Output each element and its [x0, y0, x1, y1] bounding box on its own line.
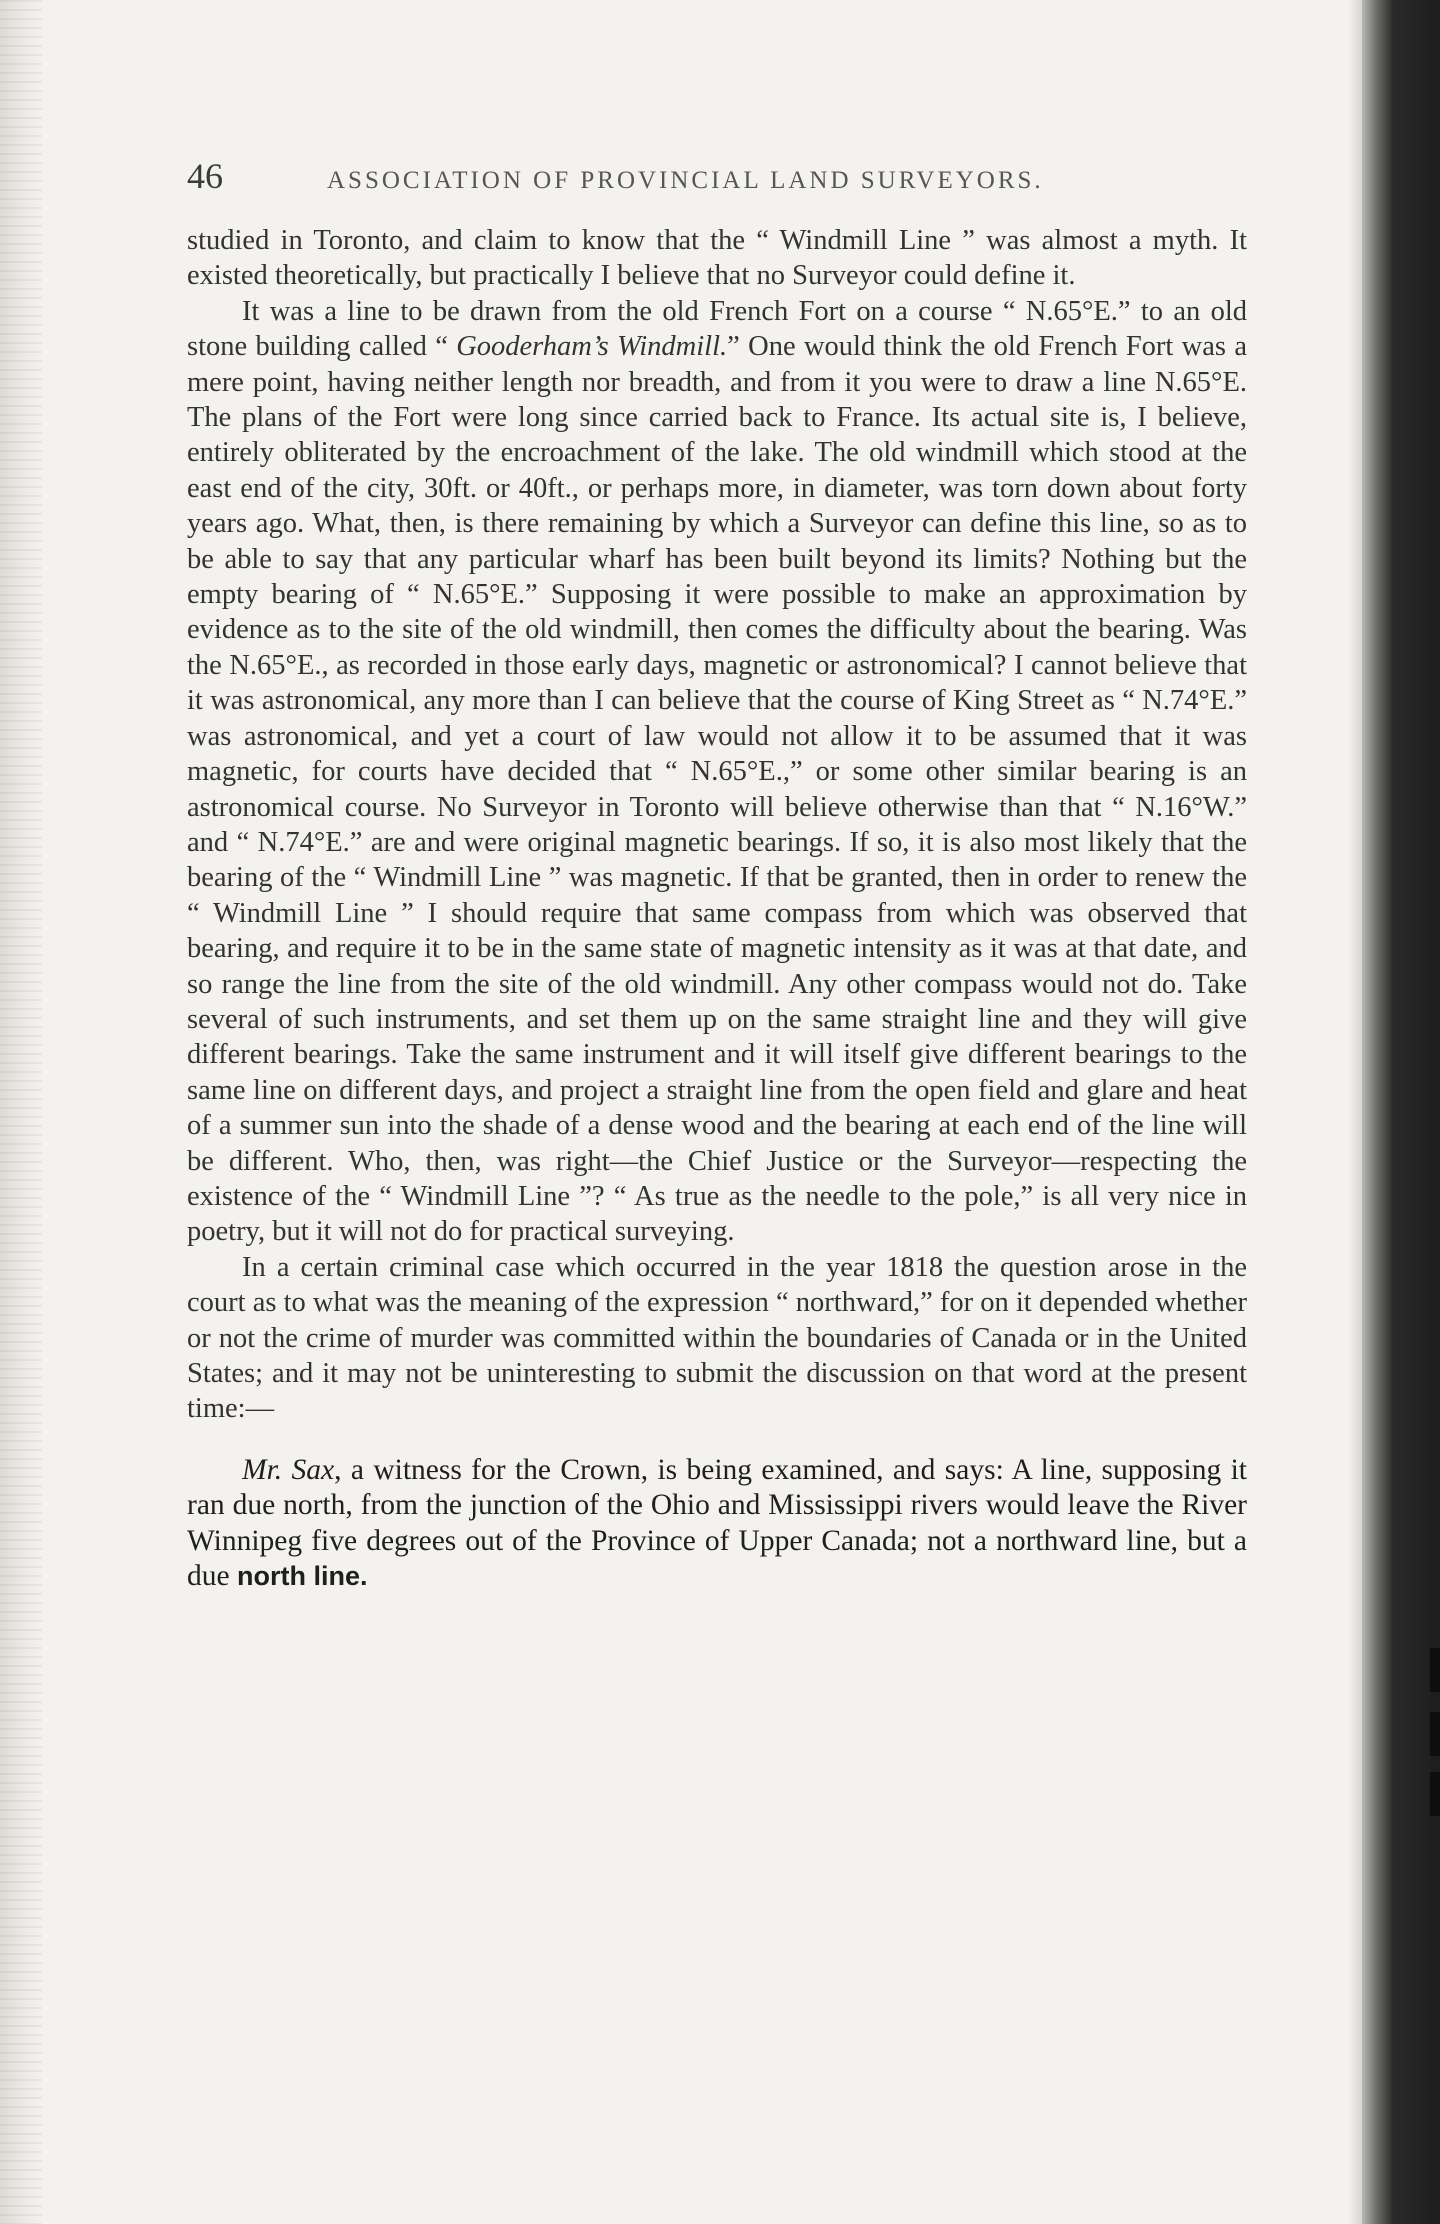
body-text	[187, 223, 1247, 1427]
running-title: ASSOCIATION OF PROVINCIAL LAND SURVEYORS.	[327, 167, 1044, 194]
edge-mark	[1430, 1648, 1440, 1692]
paragraph-continued: studied in Toronto, and claim to know that the “ Windmill Line ” was almost a myth. It existed theoretically, but practically I believe that no Surveyor could define it.	[187, 225, 1247, 292]
testimony-last-line: north line.	[236, 1561, 368, 1592]
testimony-block	[187, 1453, 1247, 1595]
page-number: 46	[187, 156, 223, 196]
paragraph-text: It was a line to be drawn from the old French Fort on a course “ N.65°E.” to an old stone building called “	[187, 295, 1247, 363]
left-gutter	[0, 0, 42, 2224]
page-edge-strip	[1348, 0, 1362, 2224]
paragraph-italic-text: Gooderham’s Windmill.	[456, 331, 728, 363]
edge-mark	[1430, 1772, 1440, 1816]
testimony-text: , a witness for the Crown, is being examined, and says: A line, supposing it ran due north, from the junction of the Ohio and Mississippi rivers would leave the River Winnipeg five degrees out of the Province of Upper Canada; not a northward line, but a due	[187, 1453, 1247, 1593]
witness-name: Mr. Sax	[242, 1453, 335, 1486]
paragraph-text: ” One would think the old French Fort was a mere point, having neither length nor breadth, and from it you were to draw a line N.65°E. The plans of the Fort were long since carried back to France. Its actual site is, I believe, entirely obliterated by the encroachment of the lake. The old windmill which stood at the east end of the city, 30ft. or 40ft., or perhaps more, in diameter, was torn down about forty years ago. What, then, is there remaining by which a Surveyor can define this line, so as to be able to say that any particular wharf has been built beyond its limits? Nothing but the empty bearing of “ N.65°E.” Supposing it were possible to make an approximation by evidence as to the site of the old windmill, then comes the difficulty about the bearing. Was the N.65°E., as recorded in those early days, magnetic or astronomical? I cannot believe that it was astronomical, any more than I can believe that the course of King Street as “ N.74°E.” was astronomical, and yet a court of law would not allow it to be assumed that it was magnetic, for courts have decided that “ N.65°E.,” or some other similar bearing is an astronomical course. No Surveyor in Toronto will believe otherwise than that “ N.16°W.” and “ N.74°E.” are and were original magnetic bearings. If so, it is also most likely that the bearing of the “ Windmill Line ” was magnetic. If that be granted, then in order to renew the “ Windmill Line ” I should require that same compass from which was observed that bearing, and require it to be in the same state of magnetic intensity as it was at that date, and so range the line from the site of the old windmill. Any other compass would not do. Take several of such instruments, and set them up on the same straight line and they will give different bearings. Take the same instrument and it will itself give different bearings to the same line on different days, and project a straight line from the open field and glare and heat of a summer sun into the shade of a dense wood and the bearing at each end of the line will be different. Who, then, was right—the Chief Justice or the Surveyor—respecting the existence of the “ Windmill Line ”? “ As true as the needle to the pole,” is all very nice in poetry, but it will not do for practical surveying.	[187, 331, 1247, 1248]
paragraph-criminal-case: In a certain criminal case which occurred in the year 1818 the question arose in the court as to what was the meaning of the expression “ northward,” for on it depended whether or not the crime of murder was committed within the boundaries of Canada or in the United States; and it may not be uninteresting to submit the discussion on that word at the present time:—	[187, 1251, 1247, 1425]
running-head	[187, 155, 1247, 203]
book-page	[187, 155, 1247, 1594]
paragraph-windmill-line	[187, 294, 1247, 1250]
edge-mark	[1430, 1712, 1440, 1756]
next-page-shadow	[1362, 0, 1440, 2224]
testimony-paragraph	[187, 1453, 1247, 1595]
